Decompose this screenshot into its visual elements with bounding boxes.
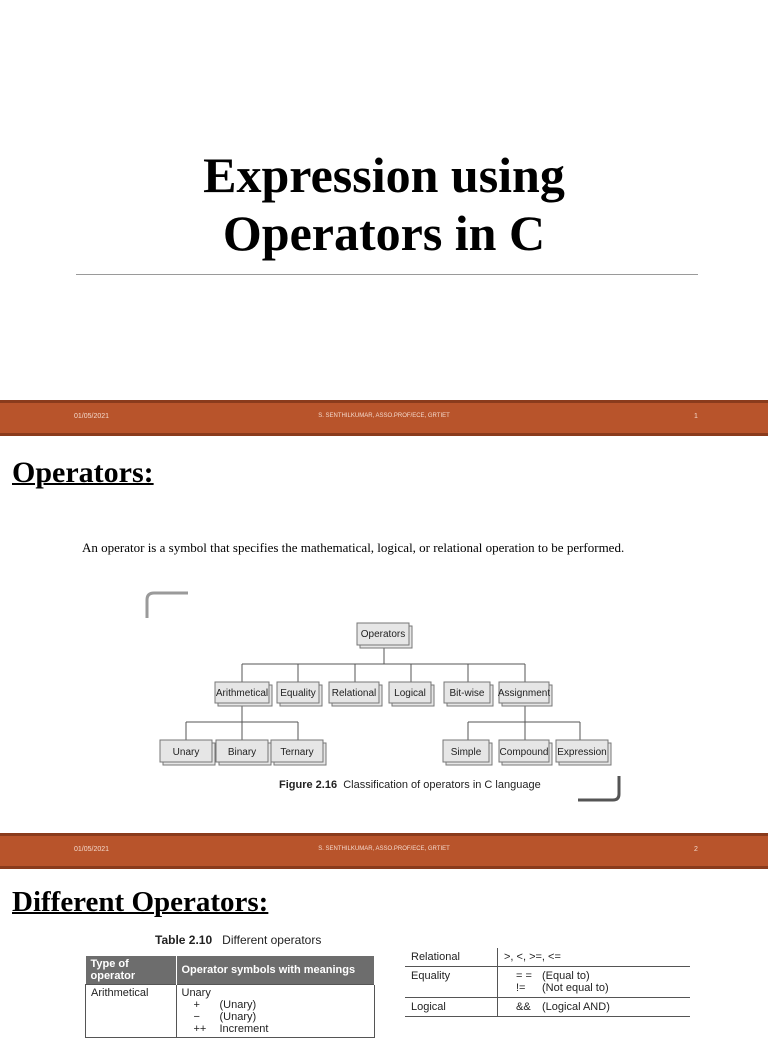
node-arithmetical bbox=[215, 682, 272, 706]
symbol-row: ++ Increment bbox=[193, 1023, 269, 1035]
node-binary bbox=[216, 740, 271, 765]
svg-text:Arithmetical: Arithmetical bbox=[215, 688, 269, 699]
footer-page-number: 2 bbox=[694, 846, 698, 853]
node-simple bbox=[443, 740, 492, 765]
svg-text:Binary: Binary bbox=[227, 747, 257, 758]
header-symbols: Operator symbols with meanings bbox=[176, 956, 375, 985]
svg-text:Expression: Expression bbox=[557, 747, 607, 758]
relational-ops: >, <, >=, <= bbox=[498, 948, 691, 967]
node-unary bbox=[160, 740, 215, 765]
group-label: Unary bbox=[181, 987, 211, 999]
table-caption-text: Different operators bbox=[222, 933, 322, 947]
svg-text:Logical: Logical bbox=[394, 688, 426, 699]
svg-text:Relational: Relational bbox=[331, 688, 377, 699]
symbol-row: + (Unary) bbox=[193, 999, 257, 1011]
title-line-1: Expression using bbox=[203, 147, 565, 203]
table-caption bbox=[155, 933, 321, 947]
corner-bracket-top-left bbox=[147, 593, 188, 618]
slide-footer-2 bbox=[0, 833, 768, 869]
table-label: Table 2.10 bbox=[155, 933, 213, 947]
node-assignment bbox=[498, 682, 552, 706]
operator-definition: An operator is a symbol that specifies the mathematical, logical, or relational operation to be performed. bbox=[82, 540, 625, 555]
svg-text:Equality: Equality bbox=[280, 688, 316, 699]
footer-date: 01/05/2021 bbox=[74, 413, 110, 420]
operators-table-right bbox=[405, 948, 690, 1017]
corner-bracket-bottom-right bbox=[578, 776, 619, 800]
table-row bbox=[86, 985, 375, 1038]
operators-table-left bbox=[85, 956, 375, 1038]
logical-ops: && (Logical AND) bbox=[498, 998, 691, 1017]
figure-caption bbox=[279, 779, 541, 791]
table-row bbox=[405, 967, 690, 998]
title-line-2: Operators in C bbox=[222, 205, 546, 261]
relational-label: Relational bbox=[405, 948, 498, 967]
svg-text:Operators: Operators bbox=[360, 629, 406, 640]
table-row bbox=[405, 998, 690, 1017]
table-header-row bbox=[86, 956, 375, 985]
node-operators bbox=[357, 623, 412, 648]
node-ternary bbox=[271, 740, 326, 765]
header-type: Type of operator bbox=[86, 956, 177, 985]
node-bitwise bbox=[444, 682, 493, 706]
different-operators-heading: Different Operators: bbox=[12, 886, 269, 918]
type-cell: Arithmetical bbox=[86, 985, 177, 1038]
node-compound bbox=[499, 740, 552, 765]
svg-text:Simple: Simple bbox=[450, 747, 482, 758]
footer-date: 01/05/2021 bbox=[74, 846, 110, 853]
footer-author: S. SENTHILKUMAR, ASSO.PROF/ECE, GRTIET bbox=[318, 413, 450, 419]
footer-page-number: 1 bbox=[694, 413, 698, 420]
svg-text:Compound: Compound bbox=[499, 747, 549, 758]
svg-text:Ternary: Ternary bbox=[280, 747, 314, 758]
node-equality bbox=[277, 682, 322, 706]
footer-author: S. SENTHILKUMAR, ASSO.PROF/ECE, GRTIET bbox=[318, 846, 450, 852]
svg-text:Assignment: Assignment bbox=[497, 688, 551, 699]
equality-label: Equality bbox=[405, 967, 498, 998]
svg-text:Unary: Unary bbox=[172, 747, 200, 758]
figure-label: Figure 2.16 bbox=[279, 779, 338, 791]
symbols-cell bbox=[176, 985, 375, 1038]
table-row bbox=[405, 948, 690, 967]
node-expression bbox=[556, 740, 611, 765]
symbol-row: − (Unary) bbox=[193, 1011, 257, 1023]
logical-label: Logical bbox=[405, 998, 498, 1017]
equality-ops: = = (Equal to) != (Not equal to) bbox=[498, 967, 691, 998]
operators-heading: Operators: bbox=[12, 456, 154, 489]
figure-caption-text: Classification of operators in C language bbox=[343, 779, 541, 791]
node-relational bbox=[329, 682, 382, 706]
svg-text:Bit-wise: Bit-wise bbox=[449, 688, 485, 699]
node-logical bbox=[389, 682, 434, 706]
